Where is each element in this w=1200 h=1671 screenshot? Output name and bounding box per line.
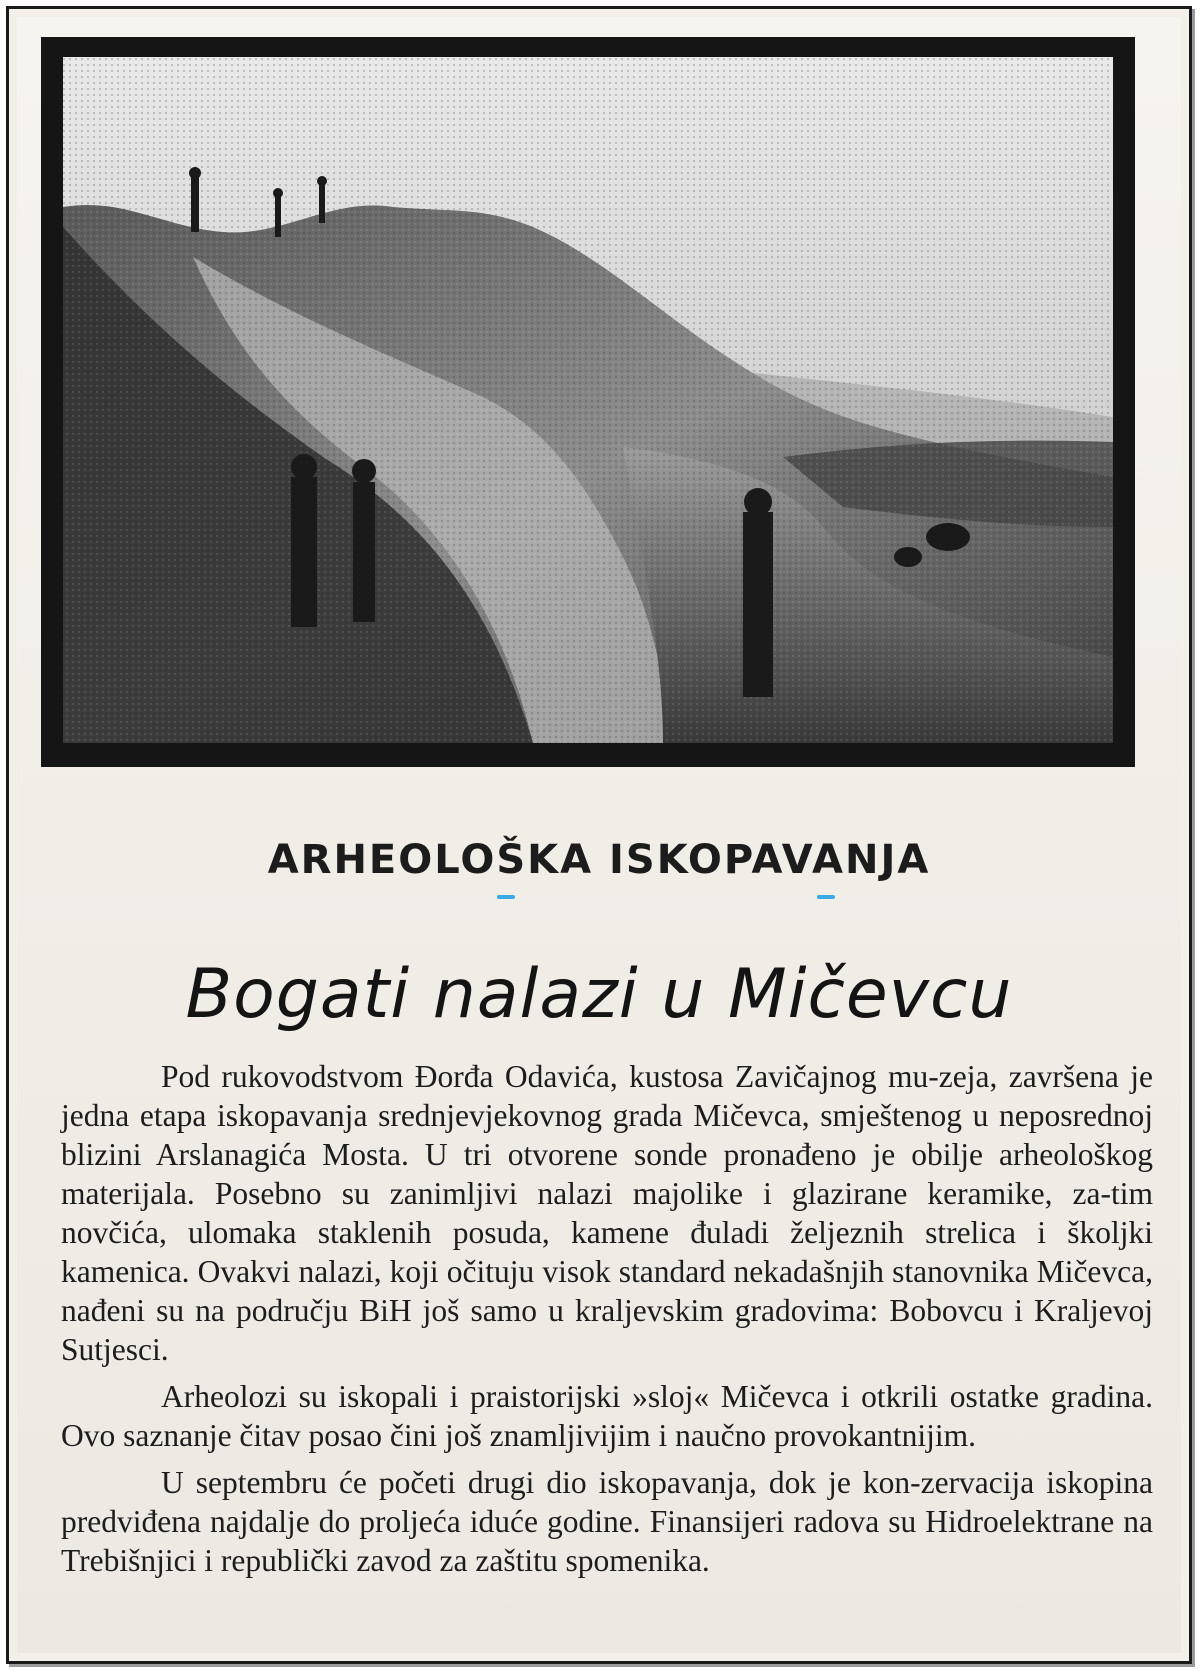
article-headline: Bogati nalazi u Mičevcu	[185, 955, 1013, 1034]
article-paragraph: U septembru će početi drugi dio iskopavanja, dok je kon-zervacija iskopina predviđena najdalje do proljeća iduće godine. Finansijeri radova su Hidroelektrane na Trebišnjici i republički zavod za zaštitu spomenika.	[61, 1465, 1153, 1578]
section-title: ARHEOLOŠKA ISKOPAVANJA	[267, 837, 931, 883]
article-paragraph: Arheolozi su iskopali i praistorijski »sloj« Mičevca i otkrili ostatke gradina. Ovo saznanje čitav posao čini još znamljivijim i naučno provokantnijim.	[61, 1379, 1153, 1453]
excavation-photo-image	[63, 57, 1113, 743]
excavation-photo	[41, 37, 1135, 767]
clipping-frame	[6, 6, 1192, 1664]
blue-accent-mark-left	[497, 895, 515, 899]
article-body	[61, 1057, 1153, 1588]
article-paragraph: Pod rukovodstvom Đorđa Odavića, kustosa Zavičajnog mu-zeja, završena je jedna etapa iskopavanja srednjevjekovnog grada Mičevca, smještenog u neposrednoj blizini Arslanagića Mosta. U tri otvorene sonde pronađeno je obilje arheološkog materijala. Posebno su zanimljivi nalazi majolike i glazirane keramike, za-tim novčića, ulomaka staklenih posuda, kamene đuladi željeznih strelica i školjki kamenica. Ovakvi nalazi, koji očituju visok standard nekadašnjih stanovnika Mičevca, nađeni su na području BiH još samo u kraljevskim gradovima: Bobovcu i Kraljevoj Sutjesci.	[61, 1059, 1153, 1367]
blue-accent-mark-right	[817, 895, 835, 899]
newspaper-page	[17, 17, 1181, 1653]
